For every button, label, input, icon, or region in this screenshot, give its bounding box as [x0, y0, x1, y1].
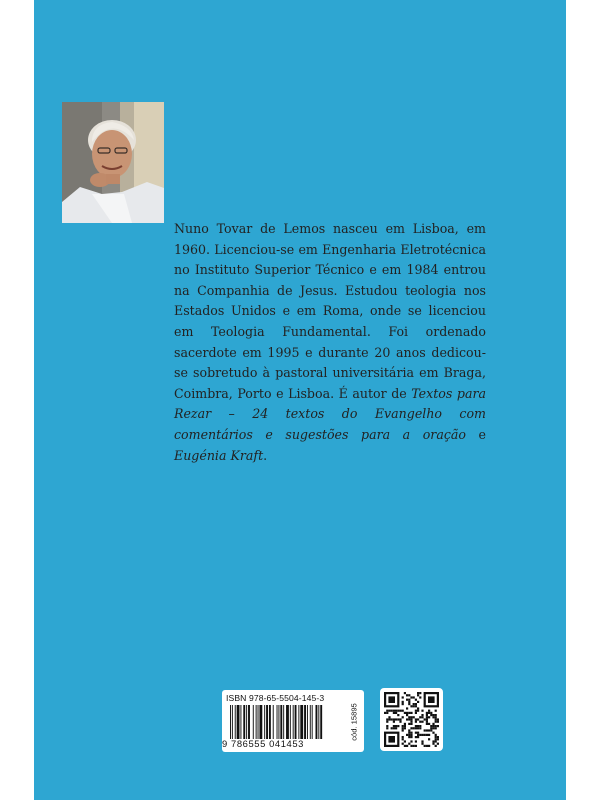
isbn-text: ISBN 978-65-5504-145-3	[226, 693, 325, 703]
qr-module	[402, 725, 404, 727]
qr-module	[415, 703, 417, 705]
qr-module	[415, 736, 417, 738]
qr-module	[386, 725, 388, 727]
qr-module	[410, 696, 412, 698]
barcode-bar	[316, 705, 318, 739]
qr-module	[410, 718, 412, 720]
qr-module	[410, 732, 412, 734]
barcode-bar	[277, 705, 278, 739]
qr-module	[432, 732, 434, 734]
qr-module	[388, 696, 395, 703]
qr-module	[408, 723, 410, 725]
qr-module	[404, 745, 406, 747]
qr-module	[426, 718, 428, 720]
qr-module	[402, 727, 404, 729]
qr-module	[432, 716, 434, 718]
barcode-bar	[312, 705, 313, 739]
qr-module	[435, 740, 437, 742]
qr-module	[426, 721, 428, 723]
qr-module	[415, 725, 417, 727]
qr-module	[413, 705, 415, 707]
qr-module	[428, 738, 430, 740]
qr-module	[402, 729, 404, 731]
qr-module	[435, 714, 437, 716]
qr-module	[397, 725, 399, 727]
qr-module	[415, 710, 417, 712]
qr-module	[430, 712, 432, 714]
qr-module	[428, 745, 430, 747]
qr-module	[437, 725, 439, 727]
qr-module	[415, 727, 417, 729]
qr-module	[395, 710, 397, 712]
qr-module	[410, 723, 412, 725]
qr-module	[408, 732, 410, 734]
qr-module	[408, 729, 410, 731]
qr-module	[402, 703, 404, 705]
qr-module	[408, 701, 410, 703]
barcode-bar	[237, 705, 240, 739]
qr-module	[404, 723, 406, 725]
barcode-bar	[278, 705, 279, 739]
qr-module	[386, 727, 388, 729]
qr-module	[395, 712, 397, 714]
barcode-bar	[269, 705, 271, 739]
qr-module	[406, 714, 408, 716]
qr-module	[421, 743, 423, 745]
qr-module	[432, 727, 434, 729]
qr-module	[410, 736, 412, 738]
qr-module	[417, 701, 419, 703]
qr-module	[386, 721, 388, 723]
qr-module	[388, 710, 390, 712]
qr-module	[406, 694, 408, 696]
barcode-bar	[259, 705, 262, 739]
qr-module	[391, 727, 393, 729]
barcode-bar	[240, 705, 241, 739]
qr-module	[428, 723, 430, 725]
qr-module	[393, 721, 395, 723]
qr-module	[399, 718, 401, 720]
qr-module	[410, 727, 412, 729]
qr-module	[435, 716, 437, 718]
qr-module	[386, 718, 388, 720]
qr-module	[410, 734, 412, 736]
barcode-bar	[280, 705, 282, 739]
qr-module	[404, 692, 406, 694]
qr-module	[421, 740, 423, 742]
barcode-bar	[300, 705, 303, 739]
qr-module	[426, 716, 428, 718]
qr-module	[386, 710, 388, 712]
qr-module	[404, 725, 406, 727]
qr-module	[430, 725, 432, 727]
barcode-bar	[243, 705, 245, 739]
qr-module	[391, 710, 393, 712]
barcode-bar	[304, 705, 306, 739]
barcode-bar	[286, 705, 289, 739]
qr-module	[424, 729, 426, 731]
qr-module	[408, 694, 410, 696]
qr-module	[408, 703, 410, 705]
qr-module	[419, 721, 421, 723]
qr-module	[406, 734, 408, 736]
qr-module	[424, 734, 426, 736]
qr-module	[410, 721, 412, 723]
qr-module	[402, 710, 404, 712]
qr-module	[415, 712, 417, 714]
qr-module	[406, 712, 408, 714]
qr-module	[399, 721, 401, 723]
qr-module	[417, 732, 419, 734]
qr-module	[435, 718, 437, 720]
qr-module	[413, 696, 415, 698]
qr-module	[410, 705, 412, 707]
qr-module	[408, 734, 410, 736]
qr-module	[426, 734, 428, 736]
qr-module	[428, 712, 430, 714]
barcode-bar	[235, 705, 236, 739]
barcode-bar	[320, 705, 322, 739]
qr-module	[415, 745, 417, 747]
qr-module	[384, 712, 386, 714]
qr-module	[437, 718, 439, 720]
qr-module	[391, 718, 393, 720]
qr-module	[432, 740, 434, 742]
qr-module	[426, 712, 428, 714]
qr-module	[437, 721, 439, 723]
qr-module	[437, 736, 439, 738]
qr-module	[428, 729, 430, 731]
qr-module	[428, 734, 430, 736]
author-biography: Nuno Tovar de Lemos nasceu em Lisboa, em 1960. Licenciou-se em Engenharia Eletrotécnica no Instituto Superior Técnico e em 1984 entrou na Companhia de Jesus. Estudou teologia nos Estados Unidos e em Roma, onde se licenciou em Teologia Fundamental. Foi ordenado sacerdote em 1995 e durante 20 anos dedicou-se sobretudo à pastoral universitária em Braga, Coimbra, Porto e Lisboa. É autor de Textos para Rezar – 24 textos do Evangelho com comentários e sugestões para a oração e Eugénia Kraft.	[174, 221, 486, 463]
barcode-bar	[295, 705, 297, 739]
qr-module	[406, 718, 408, 720]
barcode-bar	[264, 705, 265, 739]
qr-module	[426, 745, 428, 747]
qr-module	[419, 727, 421, 729]
qr-module	[432, 723, 434, 725]
qr-module	[417, 727, 419, 729]
barcode-bar	[307, 705, 308, 739]
qr-module	[415, 732, 417, 734]
qr-module	[415, 721, 417, 723]
qr-module	[388, 736, 395, 743]
qr-module	[430, 729, 432, 731]
qr-module	[426, 723, 428, 725]
qr-module	[388, 718, 390, 720]
barcode-bar	[253, 705, 254, 739]
qr-module	[410, 712, 412, 714]
qr-module	[426, 729, 428, 731]
book-title-textos-para-rezar: Textos para Rezar – 24 textos do Evangelho com comentários e sugestões para a oração	[174, 385, 486, 442]
qr-module	[417, 707, 419, 709]
qr-module	[415, 718, 417, 720]
qr-module	[432, 714, 434, 716]
qr-module	[402, 716, 404, 718]
qr-module	[397, 714, 399, 716]
qr-module	[395, 718, 397, 720]
qr-module	[406, 699, 408, 701]
qr-module	[408, 699, 410, 701]
qr-module	[435, 745, 437, 747]
barcode-bar	[266, 705, 268, 739]
qr-module	[415, 705, 417, 707]
barcode-digits: 9 786555 041453	[222, 738, 304, 749]
qr-module	[417, 692, 419, 694]
qr-module	[435, 727, 437, 729]
qr-module	[393, 718, 395, 720]
qr-module	[413, 727, 415, 729]
barcode-bar	[230, 705, 231, 739]
qr-module	[417, 734, 419, 736]
qr-module	[426, 714, 428, 716]
qr-module	[397, 718, 399, 720]
qr-module	[406, 745, 408, 747]
qr-module	[421, 716, 423, 718]
qr-module	[413, 745, 415, 747]
qr-module	[428, 710, 430, 712]
qr-module	[424, 718, 426, 720]
product-code: cód. 15895	[349, 703, 359, 741]
qr-module	[397, 710, 399, 712]
barcode-bar	[248, 705, 250, 739]
qr-module	[413, 703, 415, 705]
qr-module	[437, 743, 439, 745]
qr-module	[393, 725, 395, 727]
qr-module	[402, 743, 404, 745]
qr-module	[435, 725, 437, 727]
qr-code-icon	[384, 692, 439, 747]
qr-module	[435, 734, 437, 736]
qr-module	[417, 736, 419, 738]
qr-module	[406, 707, 408, 709]
qr-module	[408, 716, 410, 718]
qr-module	[393, 712, 395, 714]
barcode-bar	[310, 705, 311, 739]
qr-module	[410, 716, 412, 718]
qr-module	[417, 725, 419, 727]
qr-module	[435, 721, 437, 723]
qr-module	[417, 694, 419, 696]
qr-module	[393, 727, 395, 729]
qr-module	[421, 734, 423, 736]
barcode-bar	[283, 705, 284, 739]
barcode-bar	[290, 705, 291, 739]
qr-module	[402, 738, 404, 740]
qr-module	[428, 716, 430, 718]
qr-module	[408, 736, 410, 738]
qr-module	[417, 710, 419, 712]
qr-module	[395, 727, 397, 729]
qr-module	[402, 701, 404, 703]
barcode-bar	[273, 705, 274, 739]
qr-module	[432, 743, 434, 745]
qr-module	[419, 734, 421, 736]
qr-module	[404, 740, 406, 742]
qr-module	[402, 736, 404, 738]
qr-module	[395, 725, 397, 727]
qr-module	[386, 712, 388, 714]
barcode-bar	[232, 705, 233, 739]
qr-module	[415, 740, 417, 742]
qr-module	[399, 710, 401, 712]
qr-module	[432, 725, 434, 727]
qr-module	[404, 727, 406, 729]
barcode-bar	[256, 705, 257, 739]
qr-module	[419, 716, 421, 718]
qr-module	[428, 696, 435, 703]
qr-module	[419, 725, 421, 727]
qr-module	[419, 696, 421, 698]
qr-module	[410, 745, 412, 747]
qr-module	[435, 710, 437, 712]
qr-module	[393, 710, 395, 712]
qr-module	[410, 740, 412, 742]
qr-module	[421, 710, 423, 712]
qr-module	[430, 727, 432, 729]
qr-module	[413, 716, 415, 718]
barcode-bar	[258, 705, 259, 739]
qr-module	[421, 721, 423, 723]
qr-module	[388, 716, 390, 718]
book-title-eugenia-kraft: Eugénia Kraft	[174, 447, 264, 463]
barcode-bar	[298, 705, 299, 739]
qr-module	[435, 736, 437, 738]
qr-module	[415, 699, 417, 701]
qr-module	[435, 738, 437, 740]
qr-module	[408, 718, 410, 720]
qr-module	[424, 745, 426, 747]
qr-module	[408, 743, 410, 745]
qr-module	[430, 714, 432, 716]
qr-module	[419, 692, 421, 694]
qr-module	[417, 718, 419, 720]
barcode-bar	[246, 705, 247, 739]
qr-module	[421, 714, 423, 716]
barcode-bars	[230, 705, 344, 739]
qr-module	[404, 712, 406, 714]
qr-module	[408, 712, 410, 714]
qr-module	[437, 738, 439, 740]
author-photo	[62, 102, 164, 223]
qr-code	[380, 688, 443, 751]
qr-module	[402, 696, 404, 698]
barcode-label	[222, 690, 364, 752]
barcode-bar	[293, 705, 294, 739]
barcode-bar	[318, 705, 319, 739]
